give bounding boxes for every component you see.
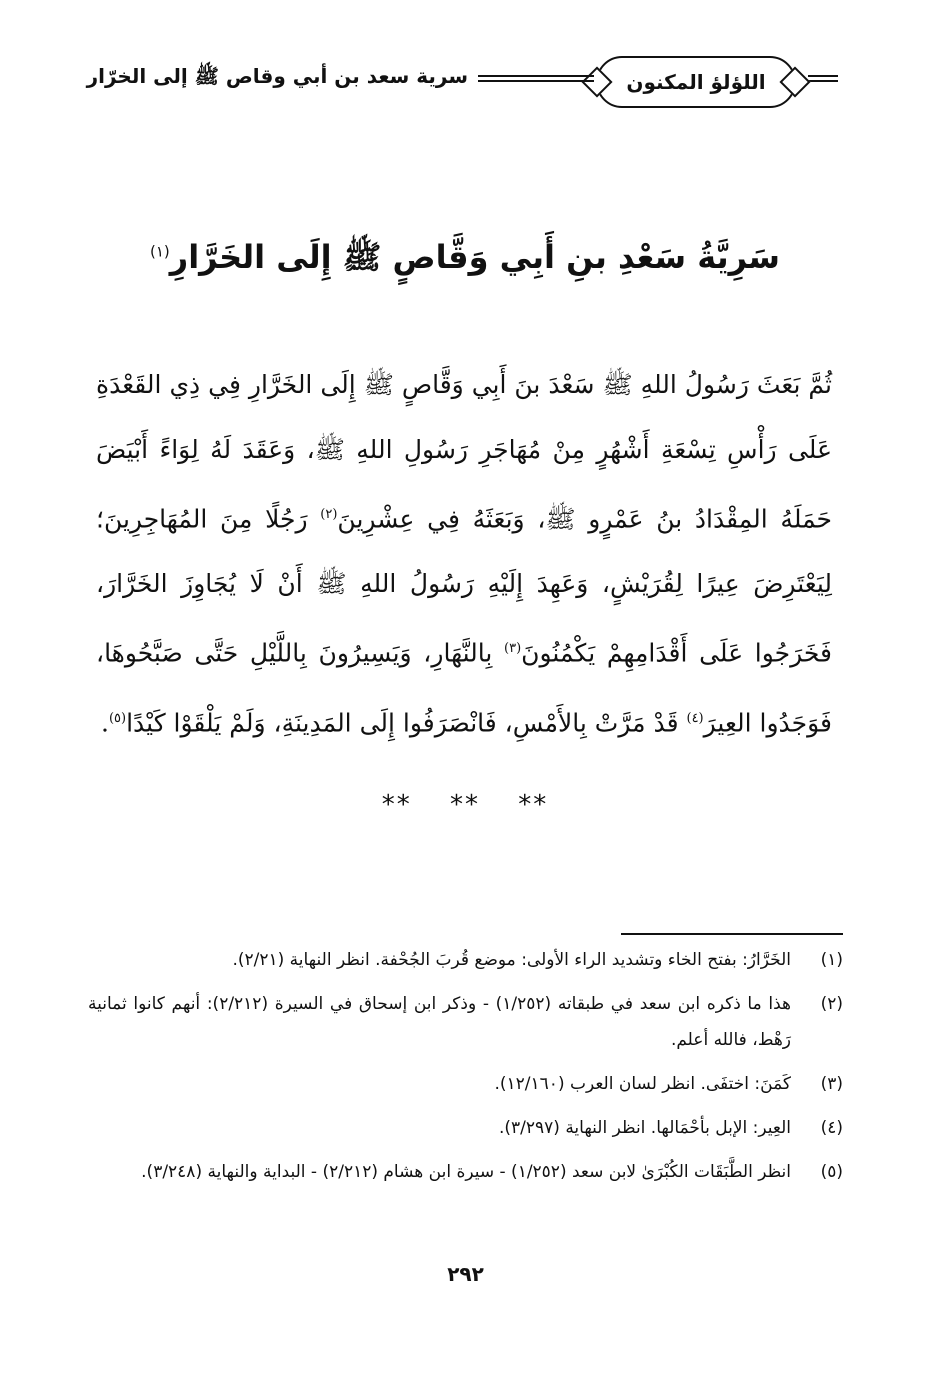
footnote-text: العِير: الإبل بأحْمَالها. انظر النهاية (٣/٢٩٧). [498, 1118, 791, 1138]
footnote-item [88, 986, 843, 1058]
chapter-heading [100, 238, 830, 284]
footnote-item [88, 1066, 843, 1102]
header-rule-right [808, 75, 838, 82]
running-header [78, 56, 838, 112]
body-paragraph [96, 352, 832, 755]
footnote-item [88, 1110, 843, 1146]
footnote-text: هذا ما ذكره ابن سعد في طبقاته (١/٢٥٢) - وذكر ابن إسحاق في السيرة (٢/٢١٢): أنهم كانوا ثمانية رَهْط، فالله أعلم. [88, 994, 791, 1050]
body-segment-4: قَدْ مَرَّتْ بِالأَمْسِ، فَانْصَرَفُوا إِلَى المَدِينَةِ، وَلَمْ يَلْقَوْا كَيْدًا [126, 707, 687, 737]
footnote-number: (٥) [820, 1162, 843, 1182]
footnote-item [88, 1154, 843, 1190]
body-segment-1: ثُمَّ بَعَثَ رَسُولُ اللهِ ﷺ سَعْدَ بنَ أَبِي وَقَّاصٍ ﷺ إِلَى الخَرَّارِ فِي ذِي القَعْدَةِ عَلَى رَأْسِ تِسْعَةِ أَشْهُرٍ مِنْ مُهَاجَرِ رَسُولِ اللهِ ﷺ، وَعَقَدَ لَهُ لِوَاءً أَبْيَضَ حَمَلَهُ المِقْدَادُ بنُ عَمْرٍو ﷺ، وَبَعَثَهُ فِي عِشْرِينَ [96, 370, 833, 534]
footnote-number: (٣) [820, 1074, 843, 1094]
footnote-item [88, 942, 843, 978]
footnote-text: انظر الطَّبَقَات الكُبْرَىٰ لابن سعد (١/٢٥٢) - سيرة ابن هشام (٢/٢١٢) - البداية والنهاية (٣/٢٤٨). [141, 1162, 791, 1182]
footnote-number: (١) [820, 950, 843, 970]
footnote-text: الخَرَّارُ: بفتح الخاء وتشديد الراء الأولى: موضع قُربَ الجُحْفة. انظر النهاية (٢/٢١). [232, 950, 791, 970]
footnote-rule [621, 933, 843, 935]
header-ornament-frame [596, 56, 796, 108]
footnote-ref-1: (١) [149, 242, 170, 261]
footnote-ref-3: (٣) [504, 641, 522, 657]
header-chapter-title: سرية سعد بن أبي وقاص ﷺ إلى الخرّار [86, 64, 468, 88]
body-segment-3: بِالنَّهَارِ، وَيَسِيرُونَ بِاللَّيْلِ حَتَّى صَبَّحُوهَا، فَوَجَدُوا العِيرَ [96, 638, 832, 737]
footnotes-list [88, 942, 843, 1198]
footnote-number: (٤) [820, 1118, 843, 1138]
footnote-ref-4: (٤) [686, 710, 704, 726]
section-separator: ** ** ** [381, 790, 549, 820]
footnote-text: كَمَنَ: اختفَى. انظر لسان العرب (١٢/١٦٠). [494, 1074, 791, 1094]
body-segment-2: رَجُلًا مِنَ المُهَاجِرِينَ؛ لِيَعْتَرِضَ عِيرًا لِقُرَيْشٍ، وَعَهِدَ إِلَيْهِ رَسُولُ اللهِ ﷺ أَنْ لَا يُجَاوِزَ الخَرَّارَ، فَخَرَجُوا عَلَى أَقْدَامِهِمْ يَكْمُنُونَ [96, 504, 832, 668]
footnote-ref-5: (٥) [108, 710, 127, 726]
footnote-number: (٢) [820, 994, 843, 1014]
book-title: اللؤلؤ المكنون [626, 70, 766, 94]
chapter-title-text: سَرِيَّةُ سَعْدِ بنِ أَبِي وَقَّاصٍ ﷺ إِلَى الخَرَّارِ [169, 238, 780, 276]
footnote-ref-2: (٢) [320, 507, 338, 522]
page-number: ٢٩٢ [447, 1262, 484, 1286]
header-rule-middle [478, 75, 594, 82]
body-segment-5: . [101, 707, 109, 737]
